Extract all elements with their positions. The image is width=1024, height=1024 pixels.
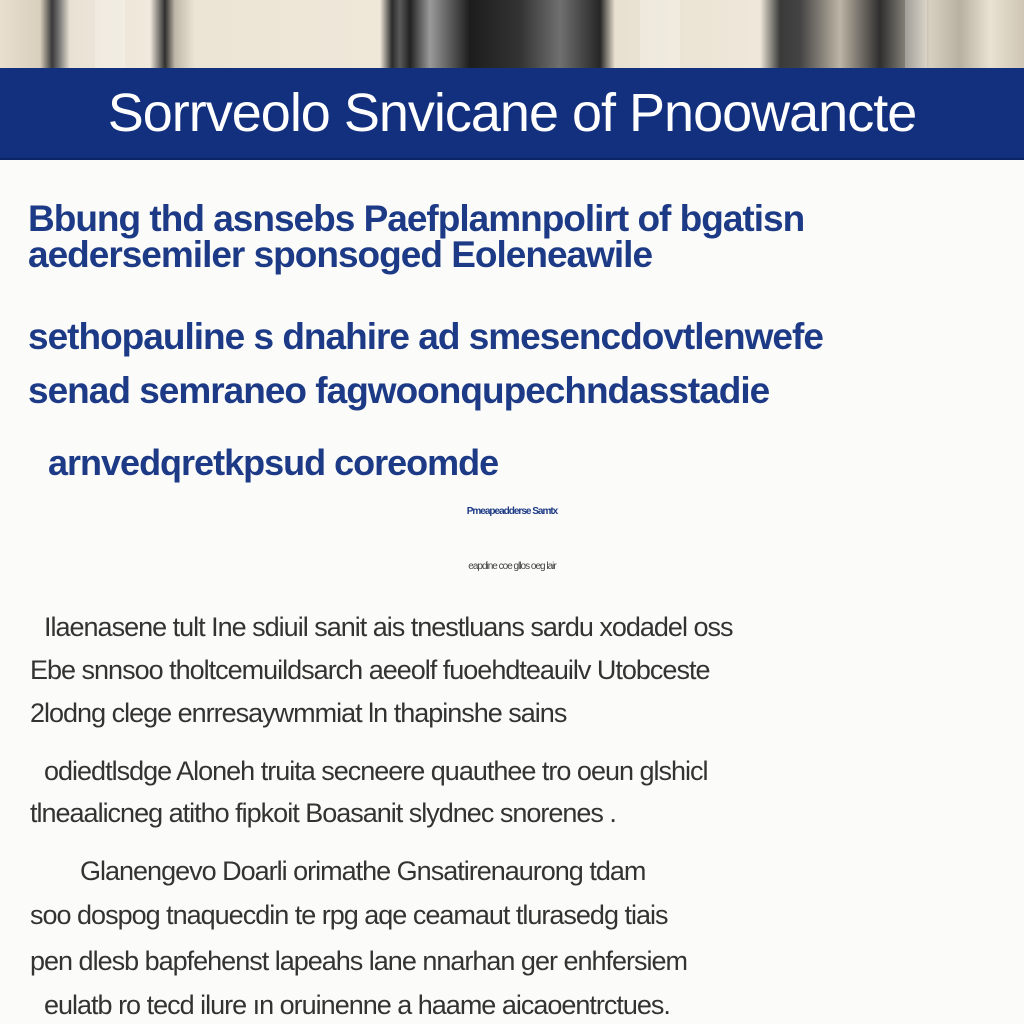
body-line: pen dlesb bapfehenst lapeahs lane nnarhan ger enhfersiem — [30, 946, 688, 976]
caption: eapdine coe gllos oeg lair — [468, 561, 556, 572]
body-line: odiedtlsdge Aloneh truita secneere quauthee tro oeun glshicl — [44, 756, 708, 786]
title-banner — [0, 68, 1024, 160]
page-title: Sorrveolo Snvicane of Pnoowancte — [107, 83, 917, 143]
body-line: soo dospog tnaquecdin te rpg aqe ceamaut tlurasedg tiais — [30, 900, 668, 930]
body-line: Ilaenasene tult Ine sdiuil sanit ais tnestluans sardu xodadel oss — [44, 612, 733, 642]
body-line: Glanengevo Doarli orimathe Gnsatirenaurong tdam — [80, 856, 646, 886]
subheading: arnvedqretkpsud coreomde — [48, 442, 499, 483]
body-line: 2lodng clege enrresaywmmiat ln thapinshe sains — [30, 698, 567, 728]
header-photo — [0, 0, 1024, 68]
body-line: eulatb ro tecd ilure ın oruinenne a haame aicaoentrctues. — [44, 990, 670, 1020]
lead-line: senad semraneo fagwoonqupechndasstadie — [28, 370, 770, 411]
body-line: tlneaalicneg atitho fipkoit Boasanit slydnec snorenes . — [30, 798, 616, 828]
body-line: Ebe snnsoo tholtcemuildsarch aeeolf fuoehdteauilv Utobceste — [30, 655, 710, 685]
lead-line: Bbung thd asnsebs Paefplamnpolirt of bgatisn — [28, 198, 805, 239]
section-heading: Pmeapeadderse Samtx — [466, 506, 558, 517]
lead-line: sethopauline s dnahire ad smesencdovtlenwefe — [28, 316, 823, 357]
lead-line: aedersemiler sponsoged Eoleneawile — [28, 234, 653, 275]
